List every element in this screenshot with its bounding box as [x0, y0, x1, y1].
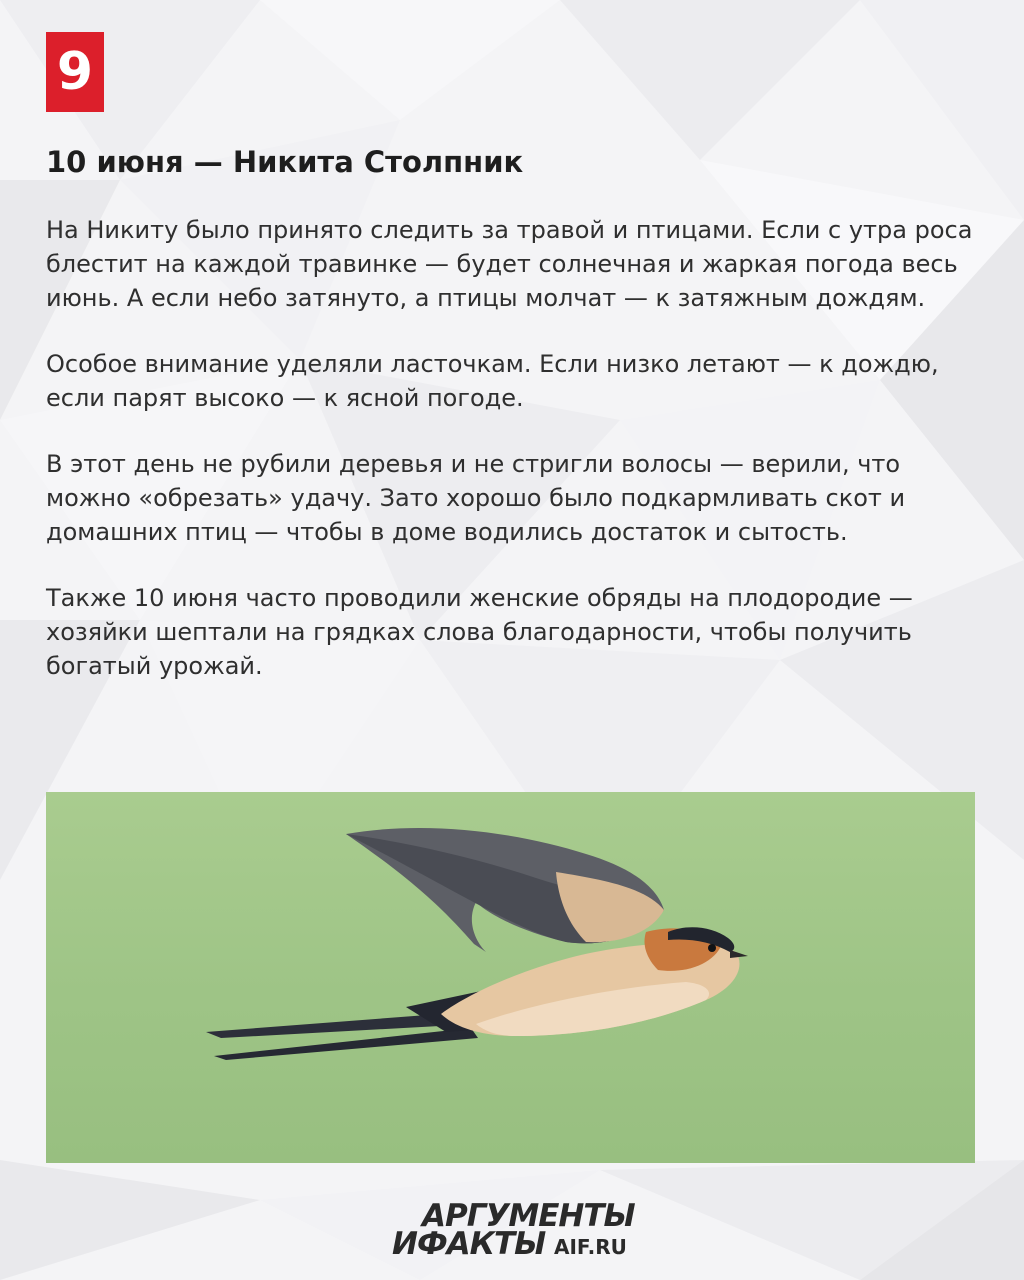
beak	[730, 950, 748, 958]
swallow-illustration	[46, 792, 975, 1163]
slide-number-badge: 9	[46, 32, 104, 112]
aif-logo	[392, 1200, 654, 1262]
paragraph-3: В этот день не рубили деревья и не стригли волосы — верили, что можно «обрезать» удачу. Зато хорошо было подкармливать скот и домашних птиц — чтобы в доме водились достаток и сытость.	[46, 450, 906, 546]
logo-line-2: ИФАКТЫ	[392, 1226, 546, 1262]
logo-site: AIF.RU	[554, 1235, 627, 1259]
paragraph-1: На Никиту было принято следить за травой и птицами. Если с утра роса блестит на каждой травинке — будет солнечная и жаркая погода весь июнь. А если небо затянуто, а птицы молчат — к затяжным дождям.	[46, 216, 973, 312]
paragraph-2: Особое внимание уделяли ласточкам. Если низко летают — к дождю, если парят высоко — к ясной погоде.	[46, 350, 939, 412]
eye	[708, 944, 716, 952]
article-body	[46, 213, 986, 715]
page-title: 10 июня — Никита Столпник	[46, 145, 524, 179]
paragraph-4: Также 10 июня часто проводили женские обряды на плодородие — хозяйки шептали на грядках слова благодарности, чтобы получить богатый урожай.	[46, 584, 913, 680]
swallow-photo	[46, 792, 975, 1163]
logo-line-1: АРГУМЕНТЫ	[422, 1198, 635, 1234]
